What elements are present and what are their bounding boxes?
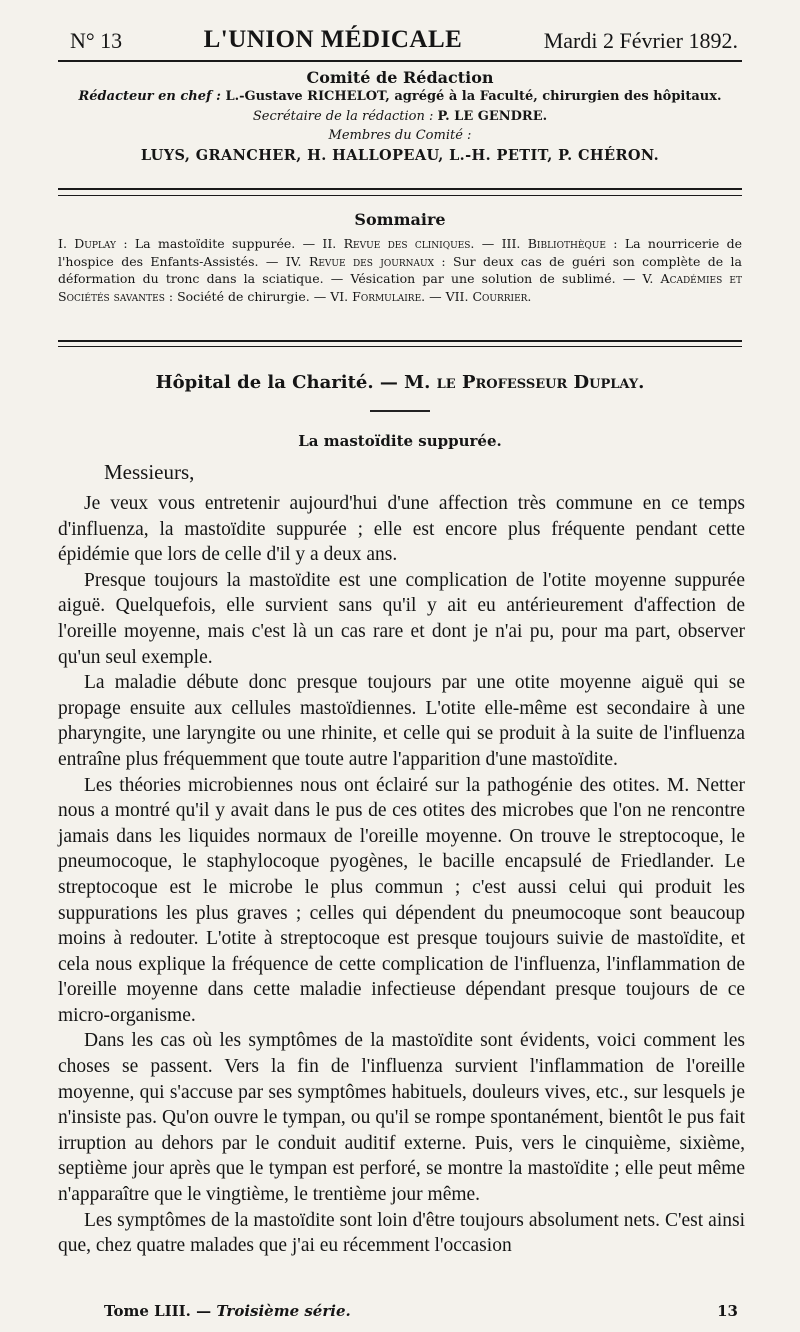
sommaire-section: Courrier. [472,288,532,304]
secretary-name: P. LE GENDRE. [437,108,548,124]
paragraph: Je veux vous entretenir aujourd'hui d'une affection très commune en ce temps d'influenza, la mastoïdite suppurée ; elle est encore plus fréquente pendant cette épidémie que lors de celle d'il y a deux ans. [58,493,745,566]
sommaire-section: Bibliothèque [527,236,606,251]
issue-date: Mardi 2 Février 1892. [543,28,738,53]
committee-heading: Comité de Rédaction [306,68,494,87]
secretary-label: Secrétaire de la rédaction : [252,108,434,124]
sommaire-num: IV. [285,253,302,269]
tome-label: Tome LIII. — [104,1302,212,1320]
sommaire-item-text: La nourricerie de l'hospice des Enfants-Assistés. [58,236,743,269]
lecture-heading: Hôpital de la Charité. — M. le Professeur Duplay. [155,372,645,393]
title-rule [370,410,430,412]
sommaire-item-text: Société de chirurgie. [177,288,310,304]
sommaire-item-text: Sur deux cas de guéri son complète de la déformation du tronc dans la sciatique. — Vésication par une solution de sublimé. [58,253,742,286]
paragraph: Dans les cas où les symptômes de la mastoïdite sont évidents, voici comment les choses se passent. Vers la fin de l'influenza survient l'inflammation de l'oreille moyenne, qui s'accuse par ses symptômes habituels, douleurs vives, etc., sur lesquels je n'insiste pas. Qu'on ouvre le tympan, ou qu'il se rompe spontanément, bientôt le pus fait irruption au dehors par le conduit auditif externe. Puis, vers le cinquième, sixième, septième jour après que le tympan est perforé, se montre la mastoïdite ; elle peut même n'apparaître que le vingtième, le trentième jour même. [58,1030,745,1206]
sommaire-section: Académies et Sociétés savantes [58,271,742,304]
editorial-committee [58,68,742,165]
issue-number: N° 13 [70,28,123,53]
article-title: La mastoïdite suppurée. [298,432,502,450]
sommaire-heading: Sommaire [354,210,446,229]
sommaire-num: VII. [445,288,469,304]
professor-name: M. le Professeur Duplay. [404,372,645,393]
journal-title: L'UNION MÉDICALE [203,26,463,53]
series-label: Troisième série. [216,1302,351,1320]
running-head [70,14,738,54]
members-names: LUYS, GRANCHER, H. HALLOPEAU, L.-H. PETIT, P. CHÉRON. [140,146,660,164]
sommaire-section: Formulaire. [352,288,426,304]
committee-rule-2 [58,195,742,196]
salutation: Messieurs, [104,460,195,484]
sommaire-section: Revue des cliniques. [343,236,475,251]
sommaire-author: Duplay [74,236,116,251]
paragraph: Les symptômes de la mastoïdite sont loin d'être toujours absolument nets. C'est ainsi que, chez quatre malades que j'ai eu récemment l'occasion [58,1209,745,1257]
hospital-name: Hôpital de la Charité. [155,372,374,393]
paragraph: La maladie débute donc presque toujours par une otite moyenne aiguë qui se propage ensuite aux cellules mastoïdiennes. L'otite elle-même est secondaire à une pharyngite, une laryngite ou une rhinite, et celle qui se produit à la suite de l'influenza entraîne plus fréquemment que toute autre l'apparition d'une mastoïdite. [58,672,745,770]
members-label: Membres du Comité : [328,128,472,143]
paragraph: Presque toujours la mastoïdite est une complication de l'otite moyenne suppurée aiguë. Quelquefois, elle survient sans qu'il y ait eu antérieurement d'affection de l'oreille moyenne, mais c'est là un cas rare et dont je n'ai pu, pour ma part, observer qu'un seul exemple. [58,569,745,668]
editor-name: L.-Gustave RICHELOT, agrégé à la Faculté, chirurgien des hôpitaux. [225,89,722,104]
sommaire-section: Revue des journaux [308,253,435,269]
sommaire-rule-2 [58,346,742,347]
editor-line [58,87,742,107]
committee-rule-1 [58,188,742,190]
secretary-line [58,107,742,127]
paragraph: Les théories microbiennes nous ont éclairé sur la pathogénie des otites. M. Netter nous a montré qu'il y avait dans le pus de ces otites des microbes que l'on ne rencontre jamais dans les liquides normaux de l'oreille moyenne. On trouve le streptocoque, le pneumocoque, le staphylocoque pyogènes, le bacille encapsulé de Friedlander. Le streptocoque est le microbe le plus commun ; c'est aussi celui qui produit les suppurations les plus graves ; celles qui dépendent du pneumocoque sont beaucoup moins à redouter. L'otite à streptocoque est presque toujours suivie de mastoïdite, et cela nous explique la fréquence de cette complication de l'influenza, l'inflammation de l'oreille moyenne dans cette maladie infectieuse dépendant presque toujours de ce micro-organisme. [58,774,745,1026]
sommaire-item-text: La mastoïdite suppurée. [134,236,296,251]
page-number: 13 [717,1302,738,1320]
sommaire-num: I. [58,236,67,251]
sommaire-list: I. Duplay : La mastoïdite suppurée. — II. Revue des cliniques. — III. Bibliothèque : La nourricerie de l'hospice des Enfants-Assistés. — IV. Revue des journaux : Sur deux cas de guéri son complète de la déformation du tronc dans la sciatique. — Vésication par une solution de sublimé. — V. Académies et Sociétés savantes : Société de chirurgie. — VI. Formulaire. — VII. Courrier. [58,236,743,304]
article-body [58,491,745,1259]
sommaire-num: V. [642,271,654,286]
editor-label: Rédacteur en chef : [78,89,221,104]
sommaire-num: II. [322,236,337,251]
page-footer [104,1302,738,1320]
sommaire-rule-1 [58,340,742,342]
volume-info [104,1302,351,1320]
sommaire-num: VI. [330,288,349,304]
sommaire-num: III. [501,236,521,251]
header-rule [58,60,742,62]
